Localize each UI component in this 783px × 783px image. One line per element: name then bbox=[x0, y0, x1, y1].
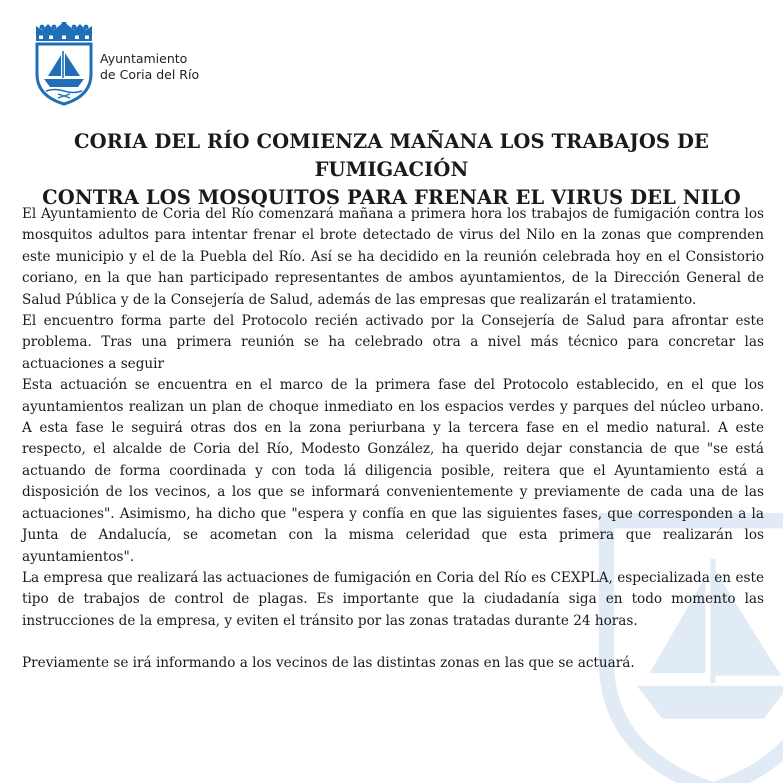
article-body bbox=[22, 204, 764, 675]
paragraph-5: Previamente se irá informando a los vecinos de las distintas zonas en las que se actuará. bbox=[22, 655, 635, 672]
coat-of-arms-logo bbox=[30, 22, 98, 106]
coat-of-arms-icon bbox=[30, 22, 98, 106]
paragraph-2: El encuentro forma parte del Protocolo recién activado por la Consejería de Salud para afrontar este problema. Tras una primera reunión se ha celebrado otra a nivel más técnico para concretar las actuaciones a seguir bbox=[22, 313, 764, 372]
paragraph-4: La empresa que realizará las actuaciones de fumigación en Coria del Río es CEXPLA, especializada en este tipo de trabajos de control de plagas. Es importante que la ciudadanía siga en todo momento las instrucciones de la empresa, y eviten el tránsito por las zonas tratadas durante 24 horas. bbox=[22, 569, 764, 629]
org-name-line2: de Coria del Río bbox=[100, 67, 200, 82]
header bbox=[30, 22, 199, 106]
organization-name bbox=[100, 45, 199, 83]
title-line2: CONTRA LOS MOSQUITOS PARA FRENAR EL VIRUS DEL NILO bbox=[42, 186, 741, 209]
article-title bbox=[10, 128, 773, 212]
paragraph-1: El Ayuntamiento de Coria del Río comenzará mañana a primera hora los trabajos de fumigación contra los mosquitos adultos para intentar frenar el brote detectado de virus del Nilo en la zonas que comprenden este municipio y el de la Puebla del Río. Así se ha decidido en la reunión celebrada hoy en el Consistorio coriano, en la que han participado representantes de ambos ayuntamientos, de la Dirección General de Salud Pública y de la Consejería de Salud, además de las empresas que realizarán el tratamiento. bbox=[22, 206, 764, 308]
paragraph-3: Esta actuación se encuentra en el marco de la primera fase del Protocolo establecido, en el que los ayuntamientos realizan un plan de choque inmediato en los espacios verdes y parques del núcleo urbano. A esta fase le seguirá otras dos en la zona periurbana y la tercera fase en el medio natural. A este respecto, el alcalde de Coria del Río, Modesto González, ha querido dejar constancia de que "se está actuando de forma coordinada y con toda lá diligencia posible, reitera que el Ayuntamiento está a disposición de los vecinos, a los que se informará convenientemente y previamente de cada una de las actuaciones". Asimismo, ha dicho que "espera y confía en que las siguientes fases, que corresponden a la Junta de Andalucía, se acometan con la misma celeridad que esta primera que realizarán los ayuntamientos". bbox=[22, 377, 764, 565]
title-line1: CORIA DEL RÍO COMIENZA MAÑANA LOS TRABAJOS DE FUMIGACIÓN bbox=[74, 130, 709, 181]
org-name-line1: Ayuntamiento bbox=[100, 51, 188, 66]
